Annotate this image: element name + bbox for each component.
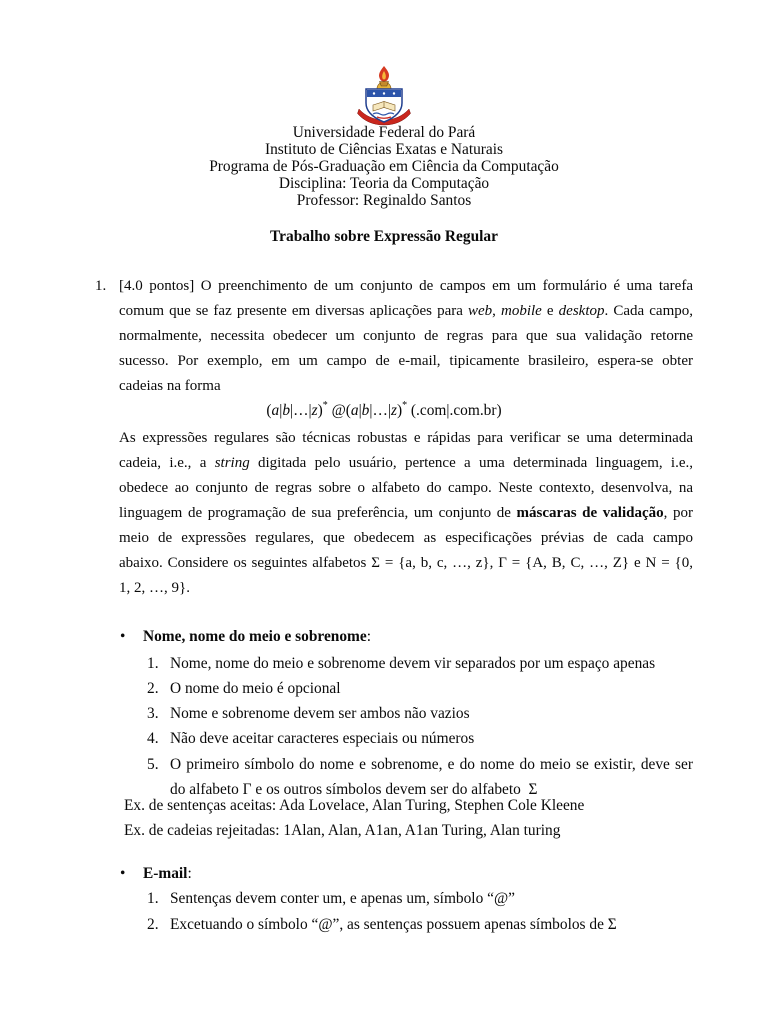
formula-variable: b	[282, 402, 291, 419]
bullet: •	[120, 628, 126, 645]
bold-term-validation-masks: máscaras de validação	[516, 505, 664, 521]
text-segment: digitada pelo usuário, pertence a uma determinada linguagem, i.e.,	[249, 455, 693, 471]
crest-star	[393, 92, 395, 94]
header-institute: Instituto de Ciências Exatas e Naturais	[264, 141, 504, 158]
italic-term-web: web	[467, 303, 493, 319]
text-segment: e	[541, 303, 559, 319]
formula-symbol: (	[266, 402, 272, 419]
field-heading-label: Nome, nome do meio e sobrenome	[143, 628, 367, 645]
question-body-line-3: obedece ao conjunto de regras sobre o alfabeto do campo. Neste contexto, desenvolva, na	[119, 480, 693, 496]
field-heading-colon: :	[366, 628, 371, 645]
formula-symbol: |	[358, 402, 362, 419]
email-pattern-formula	[0, 401, 768, 421]
field-heading-email	[143, 864, 192, 884]
rule-text: O nome do meio é opcional	[170, 680, 341, 697]
text-segment: , por	[663, 505, 693, 521]
question-intro-line-2	[119, 301, 693, 321]
crest-torch-cup	[380, 82, 389, 87]
rule-number: 1.	[147, 655, 159, 672]
assignment-title: Trabalho sobre Expressão Regular	[270, 228, 498, 245]
text-segment: . Cada campo,	[604, 303, 693, 319]
crest-star	[383, 92, 385, 94]
rule-number: 2.	[147, 916, 159, 933]
header-professor: Professor: Reginaldo Santos	[296, 192, 472, 209]
formula-variable: a	[271, 402, 280, 419]
rejected-examples: Ex. de cadeias rejeitadas: 1Alan, Alan, A1an, A1an Turing, Alan turing	[124, 822, 561, 839]
rule-number: 3.	[147, 705, 159, 722]
italic-term-string: string	[214, 455, 250, 471]
header-program: Programa de Pós-Graduação em Ciência da Computação	[209, 158, 559, 175]
formula-variable: b	[361, 402, 370, 419]
bullet: •	[120, 865, 126, 882]
formula-symbol: @(	[327, 402, 351, 419]
rule-number: 1.	[147, 890, 159, 907]
rule-text-line-2: do alfabeto Γ e os outros símbolos devem ser do alfabeto Σ	[170, 781, 538, 798]
text-segment: cadeia, i.e., a	[119, 455, 215, 471]
text-segment: ,	[492, 303, 501, 319]
formula-symbol: |…|	[369, 402, 391, 419]
question-intro-line-1: [4.0 pontos] O preenchimento de um conjunto de campos em um formulário é uma tarefa	[119, 278, 693, 294]
rule-text: Sentenças devem conter um, e apenas um, símbolo “@”	[170, 890, 515, 907]
question-number: 1.	[95, 278, 107, 294]
question-body-line-4	[119, 503, 693, 523]
question-intro-line-5: cadeias na forma	[119, 378, 221, 394]
formula-symbol: |	[279, 402, 283, 419]
text-segment: linguagem de programação de sua preferência, um conjunto de	[119, 505, 517, 521]
header-discipline: Disciplina: Teoria da Computação	[278, 175, 490, 192]
formula-symbol: )	[396, 402, 403, 419]
text-segment: comum que se faz presente em diversas aplicações para	[119, 303, 468, 319]
field-heading-label: E-mail	[143, 865, 188, 882]
crest-star	[373, 92, 375, 94]
question-body-line-7: 1, 2, …, 9}.	[119, 580, 190, 596]
field-heading-colon: :	[187, 865, 192, 882]
formula-variable: z	[311, 402, 318, 419]
university-crest-logo	[357, 65, 411, 128]
italic-term-mobile: mobile	[501, 303, 542, 319]
rule-number: 2.	[147, 680, 159, 697]
question-body-line-6: abaixo. Considere os seguintes alfabetos Σ = {a, b, c, …, z}, Γ = {A, B, C, …, Z} e N = {0,	[119, 555, 693, 571]
header-university: Universidade Federal do Pará	[292, 124, 476, 141]
rule-text-line-1: O primeiro símbolo do nome e sobrenome, e do nome do meio se existir, deve ser	[170, 756, 693, 773]
rule-text: Nome, nome do meio e sobrenome devem vir separados por um espaço apenas	[170, 655, 656, 672]
accepted-examples: Ex. de sentenças aceitas: Ada Lovelace, Alan Turing, Stephen Cole Kleene	[124, 797, 585, 814]
field-heading-name	[143, 627, 371, 647]
rule-text: Excetuando o símbolo “@”, as sentenças possuem apenas símbolos de Σ	[170, 916, 617, 933]
rule-number: 5.	[147, 756, 159, 773]
italic-term-desktop: desktop	[558, 303, 605, 319]
formula-symbol: |…|	[290, 402, 312, 419]
formula-kleene-star: *	[322, 400, 328, 411]
rule-number: 4.	[147, 730, 159, 747]
formula-variable: z	[390, 402, 397, 419]
formula-variable: a	[350, 402, 359, 419]
formula-symbol: )	[317, 402, 323, 419]
rule-text: Nome e sobrenome devem ser ambos não vazios	[170, 705, 470, 722]
rule-text: Não deve aceitar caracteres especiais ou números	[170, 730, 475, 747]
question-body-line-2	[119, 453, 693, 473]
formula-kleene-star: *	[402, 400, 408, 411]
question-body-line-5: meio de expressões regulares, que obedecem as especificações prévias de cada campo	[119, 530, 693, 546]
question-intro-line-4: sucesso. Por exemplo, em um campo de e-mail, tipicamente brasileiro, espera-se obter	[119, 353, 693, 369]
question-intro-line-3: normalmente, necessita obedecer um conjunto de regras para que sua validação retorne	[119, 328, 693, 344]
formula-domain: (.com|.com.br)	[407, 402, 502, 419]
question-body-line-1: As expressões regulares são técnicas robustas e rápidas para verificar se uma determinada	[119, 430, 693, 446]
